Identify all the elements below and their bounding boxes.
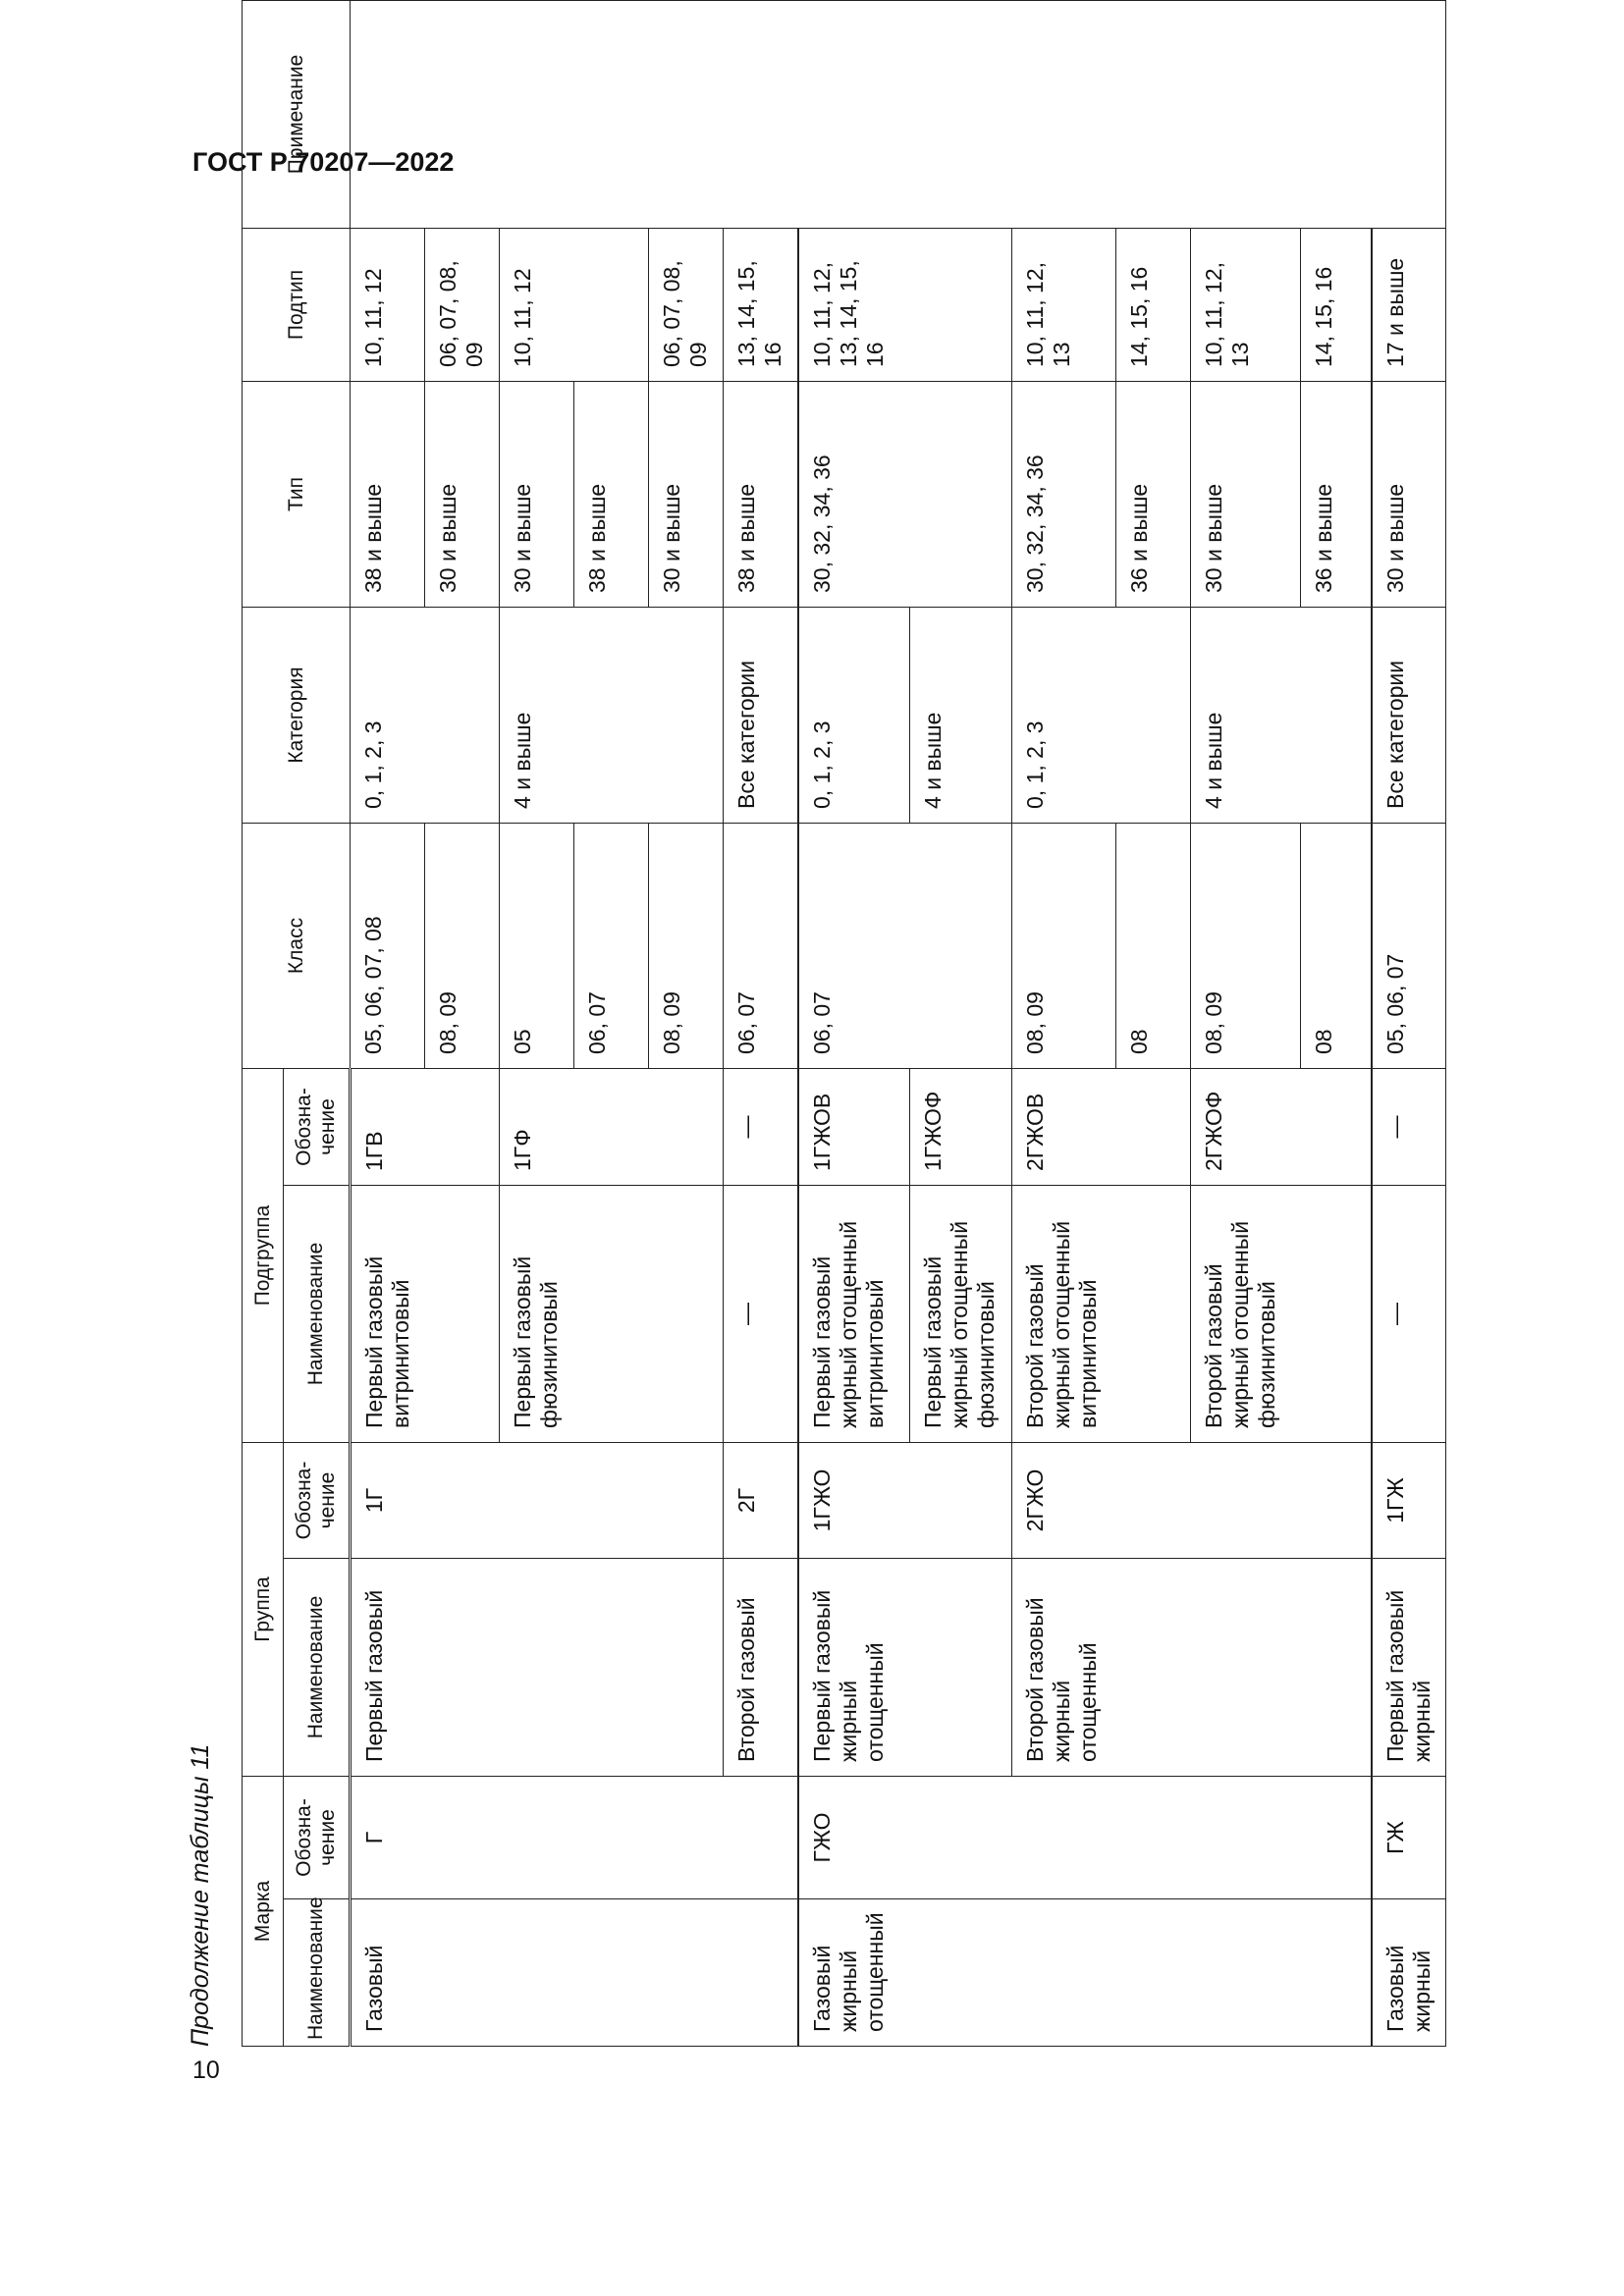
klass-cell: 08	[1301, 823, 1372, 1068]
group-name: Первый газовый жирный	[1372, 1558, 1446, 1776]
header-tip: Тип	[243, 381, 351, 607]
kategoria-cell: 0, 1, 2, 3	[351, 607, 500, 823]
group-name: Второй газовый жирный отощенный	[1012, 1558, 1372, 1776]
coal-classification-table	[242, 0, 1446, 2047]
tip-cell: 30 и выше	[500, 381, 574, 607]
marka-name: Газовый	[351, 1899, 798, 2047]
table-row	[798, 0, 910, 2046]
podtip-cell: 10, 11, 12, 13	[1191, 228, 1301, 381]
primechanie-cell	[351, 0, 1446, 228]
header-podtip: Подтип	[243, 228, 351, 381]
subgroup-name: Второй газовый жирный отощенный фюзинитовый	[1191, 1185, 1372, 1442]
subgroup-name: Первый газовый фюзинитовый	[500, 1185, 724, 1442]
table-row	[724, 0, 798, 2046]
podtip-cell: 13, 14, 15, 16	[724, 228, 798, 381]
subgroup-name: —	[724, 1185, 798, 1442]
header-kategoria: Категория	[243, 607, 351, 823]
podtip-cell: 10, 11, 12, 13	[1012, 228, 1116, 381]
podtip-cell: 17 и выше	[1372, 228, 1446, 381]
group-name: Первый газовый	[351, 1558, 724, 1776]
marka-code: Г	[351, 1776, 798, 1898]
tip-cell: 36 и выше	[1301, 381, 1372, 607]
klass-cell: 05, 06, 07	[1372, 823, 1446, 1068]
tip-cell: 38 и выше	[724, 381, 798, 607]
klass-cell: 06, 07	[574, 823, 649, 1068]
table-row	[1012, 0, 1116, 2046]
klass-cell: 05	[500, 823, 574, 1068]
header-primechanie: Примечание	[243, 0, 351, 228]
group-code: 2Г	[724, 1442, 798, 1558]
klass-cell: 05, 06, 07, 08	[351, 823, 425, 1068]
header-gruppa-oboz: Обозна- чение	[284, 1442, 351, 1558]
podtip-cell: 10, 11, 12	[500, 228, 649, 381]
podtip-cell: 10, 11, 12	[351, 228, 425, 381]
tip-cell: 30 и выше	[649, 381, 724, 607]
subgroup-name: Второй газовый жирный отощенный витринитовый	[1012, 1185, 1191, 1442]
podtip-cell: 06, 07, 08, 09	[649, 228, 724, 381]
table-row	[351, 0, 425, 2046]
klass-cell: 08, 09	[1012, 823, 1116, 1068]
subgroup-code: —	[1372, 1068, 1446, 1185]
group-code: 2ГЖО	[1012, 1442, 1372, 1558]
tip-cell: 30 и выше	[425, 381, 500, 607]
header-podgruppa: Подгруппа	[243, 1068, 284, 1442]
subgroup-code: 1ГЖОФ	[910, 1068, 1012, 1185]
klass-cell: 08, 09	[425, 823, 500, 1068]
tip-cell: 30, 32, 34, 36	[798, 381, 1012, 607]
marka-name: Газовый жирный	[1372, 1899, 1446, 2047]
subgroup-name: Первый газовый витринитовый	[351, 1185, 500, 1442]
marka-code: ГЖ	[1372, 1776, 1446, 1898]
tip-cell: 30 и выше	[1191, 381, 1301, 607]
kategoria-cell: 4 и выше	[1191, 607, 1372, 823]
subgroup-code: 1ГФ	[500, 1068, 724, 1185]
kategoria-cell: 4 и выше	[500, 607, 724, 823]
subgroup-name: Первый газовый жирный отощенный витринитовый	[798, 1185, 910, 1442]
tip-cell: 30, 32, 34, 36	[1012, 381, 1116, 607]
subgroup-code: 1ГВ	[351, 1068, 500, 1185]
podtip-cell: 14, 15, 16	[1301, 228, 1372, 381]
kategoria-cell: Все категории	[724, 607, 798, 823]
subgroup-code: 2ГЖОФ	[1191, 1068, 1372, 1185]
rotated-table-container	[187, 1, 1479, 2047]
marka-code: ГЖО	[798, 1776, 1372, 1898]
podtip-cell: 10, 11, 12, 13, 14, 15, 16	[798, 228, 1012, 381]
klass-cell: 08	[1116, 823, 1191, 1068]
klass-cell: 08, 09	[649, 823, 724, 1068]
tip-cell: 38 и выше	[574, 381, 649, 607]
podtip-cell: 06, 07, 08, 09	[425, 228, 500, 381]
group-code: 1ГЖО	[798, 1442, 1012, 1558]
header-marka-oboz: Обозна- чение	[284, 1776, 351, 1898]
subgroup-code: 1ГЖОВ	[798, 1068, 910, 1185]
kategoria-cell: 0, 1, 2, 3	[1012, 607, 1191, 823]
podtip-cell: 14, 15, 16	[1116, 228, 1191, 381]
header-podgruppa-oboz: Обозна- чение	[284, 1068, 351, 1185]
header-marka: Марка	[243, 1776, 284, 2046]
subgroup-code: —	[724, 1068, 798, 1185]
group-name: Второй газовый	[724, 1558, 798, 1776]
kategoria-cell: 0, 1, 2, 3	[798, 607, 910, 823]
header-gruppa-naim: Наименование	[284, 1558, 351, 1776]
klass-cell: 06, 07	[724, 823, 798, 1068]
klass-cell: 08, 09	[1191, 823, 1301, 1068]
klass-cell: 06, 07	[798, 823, 1012, 1068]
tip-cell: 30 и выше	[1372, 381, 1446, 607]
group-code: 1Г	[351, 1442, 724, 1558]
kategoria-cell: Все категории	[1372, 607, 1446, 823]
marka-name: Газовый жирный отощенный	[798, 1899, 1372, 2047]
subgroup-code: 2ГЖОВ	[1012, 1068, 1191, 1185]
document-code: ГОСТ Р 70207—2022	[192, 147, 455, 177]
table-row	[1372, 0, 1446, 2046]
header-podgruppa-naim: Наименование	[284, 1185, 351, 1442]
kategoria-cell: 4 и выше	[910, 607, 1012, 823]
group-code: 1ГЖ	[1372, 1442, 1446, 1558]
page-number: 10	[192, 2056, 220, 2084]
tip-cell: 38 и выше	[351, 381, 425, 607]
header-gruppa: Группа	[243, 1442, 284, 1776]
subgroup-name: —	[1372, 1185, 1446, 1442]
subgroup-name: Первый газовый жирный отощенный фюзинитовый	[910, 1185, 1012, 1442]
tip-cell: 36 и выше	[1116, 381, 1191, 607]
header-marka-naim: Наименование	[284, 1899, 351, 2047]
group-name: Первый газовый жирный отощенный	[798, 1558, 1012, 1776]
table-caption: Продолжение таблицы 11	[187, 1743, 214, 2047]
header-klass: Класс	[243, 823, 351, 1068]
